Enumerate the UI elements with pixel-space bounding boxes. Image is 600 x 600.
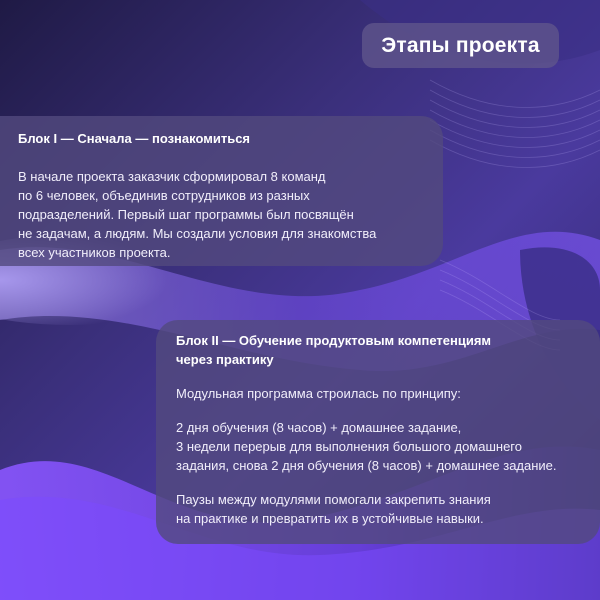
block-1-line: по 6 человек, объединив сотрудников из разных xyxy=(18,188,310,203)
block-2-heading-line: Блок II — Обучение продуктовым компетенциям xyxy=(176,333,492,348)
block-2-schedule xyxy=(176,418,600,475)
block-2-heading xyxy=(176,331,600,369)
page-title: Этапы проекта xyxy=(362,23,559,68)
block-1-card xyxy=(0,116,443,266)
block-2-card xyxy=(156,320,600,544)
block-2-outro-line: на практике и превратить их в устойчивые навыки. xyxy=(176,511,484,526)
block-2-outro-line: Паузы между модулями помогали закрепить знания xyxy=(176,492,491,507)
block-2-schedule-line: задания, снова 2 дня обучения (8 часов) + домашнее задание. xyxy=(176,458,557,473)
block-2-schedule-line: 2 дня обучения (8 часов) + домашнее задание, xyxy=(176,420,462,435)
block-2-intro: Модульная программа строилась по принципу: xyxy=(176,386,461,401)
block-1-line: всех участников проекта. xyxy=(18,245,171,260)
block-2-heading-line: через практику xyxy=(176,352,274,367)
block-2-schedule-line: 3 недели перерыв для выполнения большого домашнего xyxy=(176,439,522,454)
block-1-line: подразделений. Первый шаг программы был посвящён xyxy=(18,207,354,222)
block-1-line: не задачам, а людям. Мы создали условия для знакомства xyxy=(18,226,377,241)
block-1-text xyxy=(18,167,443,262)
block-1-heading: Блок I — Сначала — познакомиться xyxy=(18,131,251,146)
block-2-outro xyxy=(176,490,600,528)
block-1-line: В начале проекта заказчик сформировал 8 команд xyxy=(18,169,326,184)
